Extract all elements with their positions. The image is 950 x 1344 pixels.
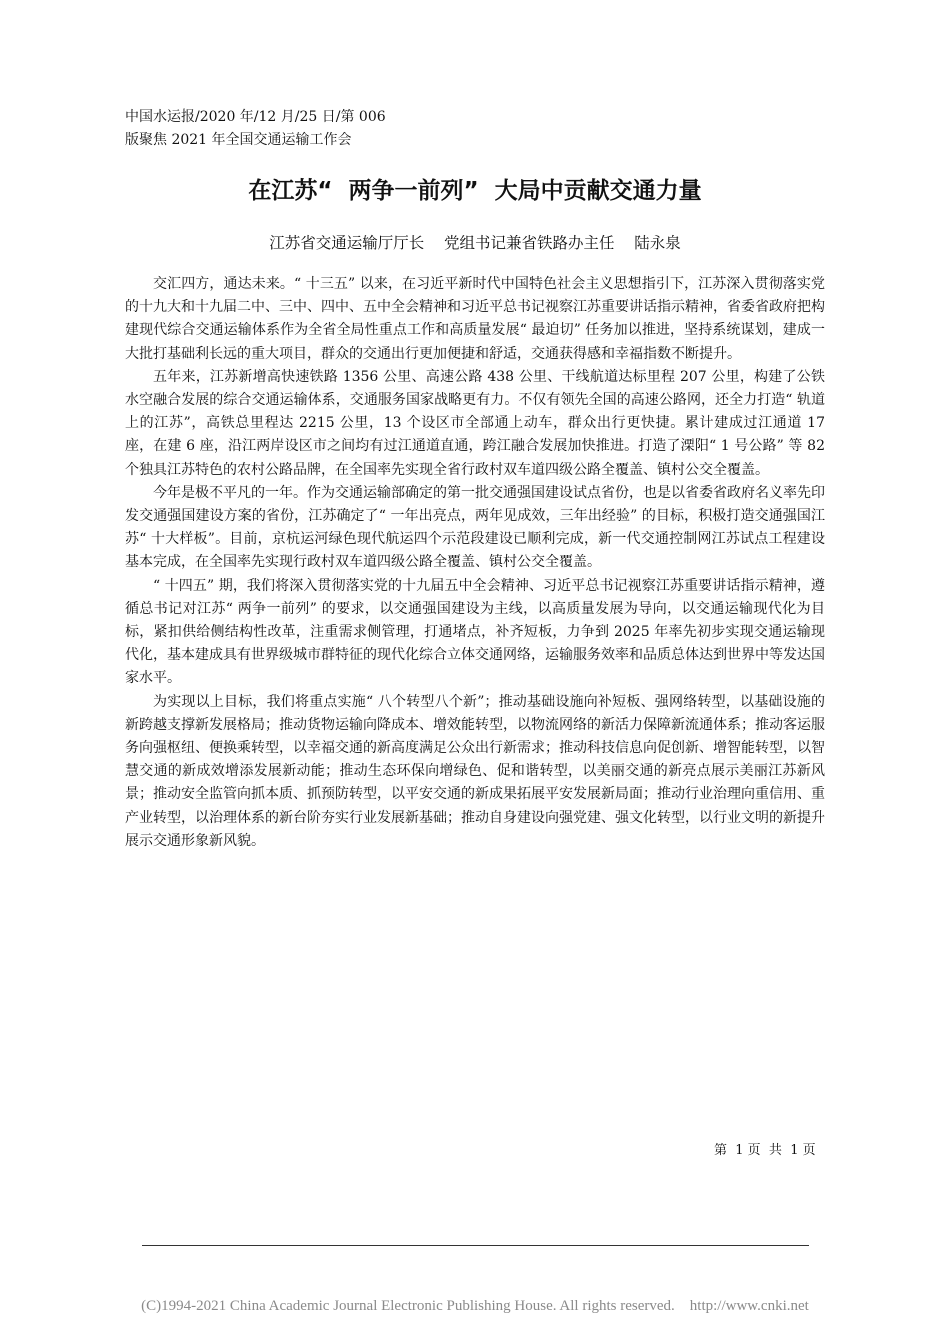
footer-divider xyxy=(142,1245,809,1246)
paragraph: “ 十四五” 期，我们将深入贯彻落实党的十九届五中全会精神、习近平总书记视察江苏重要讲话指示精神，遵循总书记对江苏“ 两争一前列” 的要求，以交通强国建设为主线，以高质量发展为导向，以交通运输现代化为目标，紧扣供给侧结构性改革，注重需求侧管理，打通堵点，补齐短板，力争到 2025 年率先初步实现交通运输现代化，基本建成具有世界级城市群特征的现代化综合立体交通网络，运输服务效率和品质总体达到世界中等发达国家水平。 xyxy=(125,577,825,687)
article-title: 在江苏“ 两争一前列” 大局中贡献交通力量 xyxy=(248,178,702,204)
source-line: 中国水运报/2020 年/12 月/25 日/第 006 xyxy=(125,109,386,125)
author-byline: 江苏省交通运输厅厅长 党组书记兼省铁路办主任 陆永泉 xyxy=(269,234,681,252)
section-line: 版聚焦 2021 年全国交通运输工作会 xyxy=(125,132,352,148)
paragraph: 交汇四方，通达未来。“ 十三五” 以来，在习近平新时代中国特色社会主义思想指引下，江苏深入贯彻落实党的十九大和十九届二中、三中、四中、五中全会精神和习近平总书记视察江苏重要讲话指示精神，省委省政府把构建现代综合交通运输体系作为全省全局性重点工作和高质量发展“ 最迫切” 任务加以推进，坚持系统谋划，建成一大批打基础利长远的重大项目，群众的交通出行更加便捷和舒适，交通获得感和幸福指数不断提升。 xyxy=(125,276,825,362)
source-metadata xyxy=(125,106,386,152)
copyright-notice: (C)1994-2021 China Academic Journal Electronic Publishing House. All rights reserved. http://www.cnki.net xyxy=(141,1298,809,1314)
article-body xyxy=(125,273,825,853)
paragraph: 五年来，江苏新增高快速铁路 1356 公里、高速公路 438 公里、干线航道达标里程 207 公里，构建了公铁水空融合发展的综合交通运输体系，交通服务国家战略更有力。不仅有领先全国的高速公路网，还全力打造“ 轨道上的江苏”，高铁总里程达 2215 公里，13 个设区市全部通上动车，群众出行更快捷。累计建成过江通道 17 座，在建 6 座，沿江两岸设区市之间均有过江通道直通，跨江融合发展加快推进。打造了溧阳“ 1 号公路” 等 82 个独具江苏特色的农村公路品牌，在全国率先实现全省行政村双车道四级公路全覆盖、镇村公交全覆盖。 xyxy=(125,368,825,478)
paragraph: 今年是极不平凡的一年。作为交通运输部确定的第一批交通强国建设试点省份，也是以省委省政府名义率先印发交通强国建设方案的省份，江苏确定了“ 一年出亮点，两年见成效，三年出经验” 的目标，积极打造交通强国江苏“ 十大样板”。目前，京杭运河绿色现代航运四个示范段建设已顺利完成，新一代交通控制网江苏试点工程建设基本完成，在全国率先实现行政村双车道四级公路全覆盖、镇村公交全覆盖。 xyxy=(125,484,825,571)
paragraph: 为实现以上目标，我们将重点实施“ 八个转型八个新”；推动基础设施向补短板、强网络转型，以基础设施的新跨越支撑新发展格局；推动货物运输向降成本、增效能转型，以物流网络的新活力保障新流通体系；推动客运服务向强枢纽、便换乘转型，以幸福交通的新高度满足公众出行新需求；推动科技信息向促创新、增智能转型，以智慧交通的新成效增添发展新动能；推动生态环保向增绿色、促和谐转型，以美丽交通的新亮点展示美丽江苏新风景；推动安全监管向抓本质、抓预防转型，以平安交通的新成果拓展平安发展新局面；推动行业治理向重信用、重产业转型，以治理体系的新台阶夯实行业发展新基础；推动自身建设向强党建、强文化转型，以行业文明的新提升展示交通形象新风貌。 xyxy=(125,693,825,849)
page-number: 第 1 页 共 1 页 xyxy=(714,1143,816,1158)
